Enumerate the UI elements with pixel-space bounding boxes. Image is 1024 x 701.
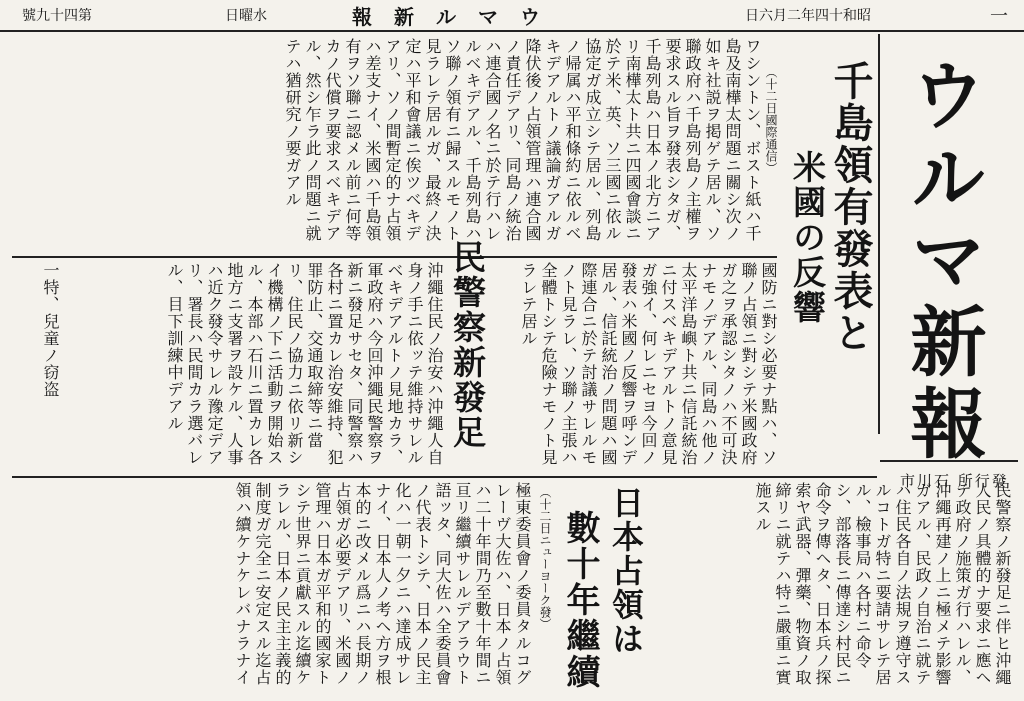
article1-body: ワシントン、ボスト紙ハ千島及南樺太問題ニ關シ次ノ如キ社説ヲ掲ゲテ居ル、ソ聯政府ハ千島列島ノ主權ヲ要求スル旨ヲ發表シタガ、千島列島ハ日本ノ北方ニアリ南樺太ト共ニ四國會談ニ於テ米、英、ソ三國ニ依ル協定ガ成立シテ居ル、列島ノ帰属ハ平和條約ニ依ルベキデアルトノ議論ガアルガ降伏後ノ占領管理ハ連合國ノ責任デアリ、同島ノ統治ハ連合國ノ名ニ於テ行ハレルベキデアル、千島列島ハソ聯ノ領有ニ歸スルモノト見ラレテ居ルガ、最終ノ決定ハ平和會議ニ俟ツベキデアリ、ソノ間暫定的ナ占領ハ差支ナイ、米國ハ千島領有ヲソ聯ニ認メル前ニ何等カノ代償ヲ要求スベキデアル、然シ乍ラ此ノ問題ニ就テハ猶研究ノ要ガアル: [283, 38, 762, 242]
weekday: 日曜水: [225, 8, 267, 24]
divider-lower: [12, 476, 877, 478]
divider-upper: [12, 256, 777, 258]
issue-date: 日六月二年四十和昭: [745, 8, 871, 24]
publisher-name: 市川石 所行發: [900, 472, 1009, 490]
article4-subhead: 數十年繼續: [560, 510, 600, 690]
article1-subhead: 米國の反響: [788, 150, 827, 325]
article2-body: 國防ニ對シ必要ナ點ハ、ソ聯ノ占領ニ對シテ米國政府ガ之ヲ承認シタノハ不可決ナモノデアル、同島ハ他ノ太平洋島嶼ト共ニ信託統治ニ付スベキデアルトノ意見ガ強イ、何レニセヨ今回ノ發表ハ米國ノ反響ヲ呼ンデ居ル、信託統治ノ問題ハ國際連合ニ於テ討議サレルモノト見ラレ、ソ聯ノ主張ハ全體トシテ危險ナモノト見ラレテ居ル: [519, 262, 778, 466]
article4-body: 極東委員會ノ委員タルコグレーヴ大佐ハ、日本ノ占領ハ二十年間乃至數十年間ニ亘リ繼續サレルデアラウト語ッタ、同大佐ハ全委員會ノ代表トシテ、日本ノ民主化ハ一朝一夕ニハ達成サレナイ、日本人ノ考ヘ方ヲ根本的ニ改メル爲ニハ長期ノ占領ガ必要デアリ、米國ノ管理ハ日本ガ平和的國家トシテ世界ニ貢獻スル迄續ケラレル、日本ノ民主主義的制度ガ完全ニ安定スル迄占領ハ續ケナケレバナラナイ: [233, 482, 532, 686]
masthead: [0, 0, 1024, 32]
article1-dateline: （十二日國際通信）: [764, 66, 778, 174]
article1-headline: 千島領有發表と: [827, 60, 874, 354]
nameplate: [878, 34, 1018, 490]
misc-note: 一特、兒童ノ窃盗: [41, 262, 60, 398]
nameplate-title: ウルマ新報: [898, 56, 987, 466]
article3-headline: 民警察新發足: [448, 240, 487, 450]
article5-body: 民警察ノ新發足ニ伴ヒ沖繩人民ノ具體的ナ要求ニ應ヘテ政府ノ施策ガ行ハレル、沖繩再建ノ上ニ極メテ影響ガアル、民政ノ自治ニ就テハ住民各自ノ法規ヲ遵守スルコトガ特ニ要請サレテ居ル、檢事局ハ各村ニ命令シ、部落長ニ傳達シ村民ニ命令ヲ傳ヘタ、日本兵ノ探索ヤ武器、彈藥、物資ノ取締リニ就テハ特ニ嚴重ニ實施スル: [753, 482, 1012, 686]
issue-number: 號九十四第: [22, 8, 92, 24]
paper-name-header: 報新ルマウ: [352, 5, 562, 29]
article4-dateline: （十二日ニューヨーク發）: [538, 486, 552, 630]
page-number: 一: [990, 6, 1008, 27]
article3-body: 沖繩住民ノ治安ハ沖繩人自身ノ手ニ依ッテ維持サレルベキデアルトノ見地カラ、軍政府ハ今回沖繩民警察ヲ新ニ發足サセタ、同警察ハ各村ニ置カレ治安維持、犯罪防止、交通取締等ニ當リ、住民ノ協力ニ依リ新シイ機構ノ下ニ活動ヲ開始スル、本部ハ石川ニ置カレ各地方ニ支署ヲ設ケル、人事ハ近ク發令サレル豫定デアリ、署長ハ民間カラ選バレル、目下訓練中デアル: [165, 262, 444, 466]
article4-headline: 日本占領は: [607, 486, 645, 656]
